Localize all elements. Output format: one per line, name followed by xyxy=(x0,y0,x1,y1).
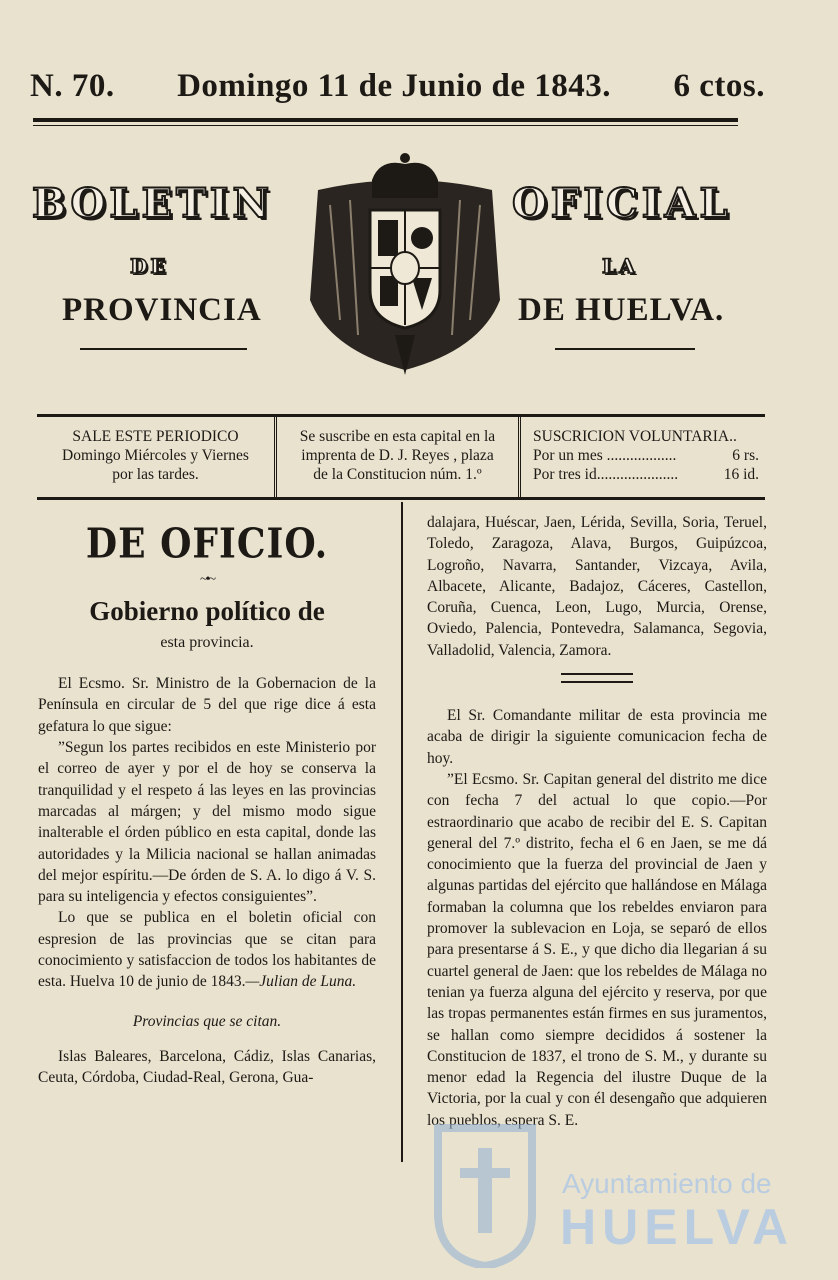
issue-number: N. 70. xyxy=(30,68,115,104)
schedule-line-3: por las tardes. xyxy=(112,466,199,483)
watermark-line-2: HUELVA xyxy=(560,1199,795,1255)
issue-price: 6 ctos. xyxy=(673,68,765,104)
publication-schedule xyxy=(37,417,277,497)
masthead-la: LA xyxy=(602,254,638,278)
price-value: 6 rs. xyxy=(732,447,759,464)
masthead-huelva: DE HUELVA. xyxy=(518,292,725,328)
column-divider xyxy=(401,502,403,1162)
article-title: Gobierno político de xyxy=(89,595,325,626)
price-row xyxy=(533,465,759,484)
provinces-heading: Provincias que se citan. xyxy=(132,1012,282,1030)
signature: —Julian de Luna. xyxy=(245,973,357,991)
paragraph: ”Segun los partes recibidos en este Ministerio por el correo de ayer y por el de hoy se conserva la tranquilidad y el respeto á las leyes en las provincias marcadas al márgen; y del mismo modo sigue inalterable el órden público en esta capital, donde las autoridades y la Milicia nacional se hallan animadas del mejor espíritu.—De órden de S. A. lo digo á V. S. para su inteligencia y efectos consiguientes”. xyxy=(38,739,376,906)
price-row xyxy=(533,446,759,465)
left-column xyxy=(38,512,376,1089)
section-ornament: ~•~ xyxy=(199,572,215,588)
location-line-2: imprenta de D. J. Reyes , plaza xyxy=(301,447,494,464)
masthead-word-oficial: OFICIAL xyxy=(512,180,732,227)
separator-ornament xyxy=(561,673,633,683)
paragraph xyxy=(38,907,376,992)
section-heading: DE OFICIO. xyxy=(85,519,329,569)
ayuntamiento-seal-icon xyxy=(430,1118,540,1268)
price-value: 16 id. xyxy=(723,466,759,483)
paragraph: El Sr. Comandante militar de esta provincia me acaba de dirigir la siguiente comunicacion fecha de hoy. xyxy=(427,707,767,767)
location-line-3: de la Constitucion núm. 1.º xyxy=(313,466,482,483)
masthead-provincia: PROVINCIA xyxy=(62,292,262,328)
right-column xyxy=(427,512,767,1131)
masthead-de: DE xyxy=(130,254,169,278)
prices-title: SUSCRICION VOLUNTARIA.. xyxy=(533,428,737,445)
paragraph: Islas Baleares, Barcelona, Cádiz, Islas Canarias, Ceuta, Córdoba, Ciudad-Real, Gerona, Gua- xyxy=(38,1047,376,1087)
paragraph: El Ecsmo. Sr. Ministro de la Gobernacion de la Península en circular de 5 del que rige dice á esta gefatura lo que sigue: xyxy=(38,675,376,735)
watermark-line-1: Ayuntamiento de xyxy=(562,1168,772,1199)
subscription-location xyxy=(277,417,521,497)
issue-date: Domingo 11 de Junio de 1843. xyxy=(177,68,611,104)
schedule-line-2: Domingo Miércoles y Viernes xyxy=(62,447,249,464)
masthead-word-boletin: BOLETIN xyxy=(32,180,274,227)
masthead-underline-right xyxy=(555,348,695,350)
top-rule xyxy=(33,118,738,122)
paragraph-text: Lo que se publica en el boletin oficial con espresion de las provincias que se citan para conocimiento y satisfaccion de todos los habitantes de esta. Huelva 10 de junio de 1843. xyxy=(38,909,376,991)
location-line-1: Se suscribe en esta capital en la xyxy=(299,428,496,445)
subscription-info-box xyxy=(37,414,765,500)
price-label: Por tres id..................... xyxy=(533,466,679,483)
subscription-prices xyxy=(521,417,765,497)
price-label: Por un mes .................. xyxy=(533,447,677,464)
article-subtitle: esta provincia. xyxy=(160,633,254,651)
issue-line xyxy=(30,68,765,114)
schedule-line-1: SALE ESTE PERIODICO xyxy=(72,428,239,445)
paragraph: dalajara, Huéscar, Jaen, Lérida, Sevilla, Soria, Teruel, Toledo, Zaragoza, Alava, Burgos, Guipúzcoa, Logroño, Navarra, Santander, Vizcaya, Avila, Albacete, Alicante, Badajoz, Cáceres, Castellon, Coruña, Cuenca, Leon, Lugo, Murcia, Orense, Oviedo, Palencia, Pontevedra, Salamanca, Segovia, Valladolid, Valencia, Zamora. xyxy=(427,514,767,659)
masthead-underline-left xyxy=(80,348,247,350)
top-rule-thin xyxy=(33,125,738,126)
royal-crest-icon xyxy=(300,150,510,385)
paragraph: ”El Ecsmo. Sr. Capitan general del distrito me dice con fecha 7 del actual lo que copio.—Por estraordinario que acabo de recibir del E. S. Capitan general del 7.º distrito, fecha el 6 en Jaen, se me dá conocimiento que la fuerza del provincial de Jaen y algunas partidas del ejército que hallándose en Málaga formaban la columna que los rebeldes enviaron para promover la sublevacion en Loja, se separó de ellos para presentarse á S. E., y que dicho dia llegarian á su cuartel general de Jaen: que los rebeldes de Málaga no tenian ya fuerza alguna del ejército y reserva, por que las tropas permanentes están firmes en sus juramentos, se hallan como siempre decididos á sostener la Constitucion de 1837, el trono de S. M., y durante su menor edad la Regencia del ilustre Duque de la Victoria, por la cual y con él desengaño que adquieren los pueblos, espera S. E. xyxy=(427,770,767,1129)
